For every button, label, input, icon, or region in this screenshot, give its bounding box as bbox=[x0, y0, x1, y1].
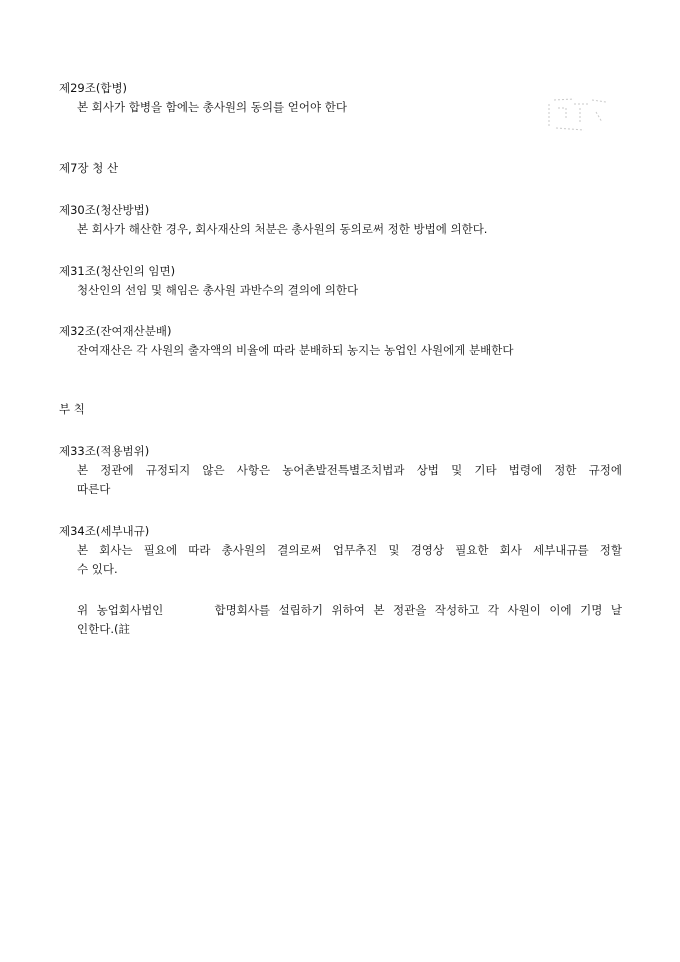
closing-statement-line-1: 위 농업회사법인 합명회사를 설립하기 위하여 본 정관을 작성하고 각 사원이 이에 기명 날 bbox=[77, 603, 622, 617]
article-32-text: 잔여재산은 각 사원의 출자액의 비율에 따라 분배하되 농지는 농업인 사원에게 분배한다 bbox=[77, 343, 514, 357]
article-33-text-line-2: 따른다 bbox=[77, 482, 111, 496]
article-34-text-line-1: 본 회사는 필요에 따라 총사원의 결의로써 업무추진 및 경영상 필요한 회사 세부내규를 정할 bbox=[77, 543, 622, 557]
article-31-text: 청산인의 선임 및 해임은 총사원 과반수의 결의에 의한다 bbox=[77, 283, 359, 297]
article-34-title: 제34조(세부내규) bbox=[59, 524, 150, 538]
closing-statement-line-2: 인한다.(註 bbox=[77, 622, 130, 636]
faded-seal-mark bbox=[544, 94, 614, 134]
chapter-7-title: 제7장 청 산 bbox=[59, 161, 119, 175]
article-31-title: 제31조(청산인의 임면) bbox=[59, 264, 176, 278]
article-33-text-line-1: 본 정관에 규정되지 않은 사항은 농어촌발전특별조치법과 상법 및 기타 법령에 정한 규정에 bbox=[77, 463, 622, 477]
article-29-title: 제29조(합병) bbox=[59, 81, 128, 95]
article-32-title: 제32조(잔여재산분배) bbox=[59, 324, 172, 338]
article-30-text: 본 회사가 해산한 경우, 회사재산의 처분은 총사원의 동의로써 정한 방법에 의한다. bbox=[77, 222, 488, 236]
article-29-text: 본 회사가 합병을 함에는 총사원의 동의를 얻어야 한다 bbox=[77, 100, 347, 114]
supplementary-provisions-title: 부 칙 bbox=[59, 402, 85, 416]
article-33-title: 제33조(적용범위) bbox=[59, 444, 150, 458]
article-30-title: 제30조(청산방법) bbox=[59, 203, 150, 217]
article-34-text-line-2: 수 있다. bbox=[77, 562, 118, 576]
